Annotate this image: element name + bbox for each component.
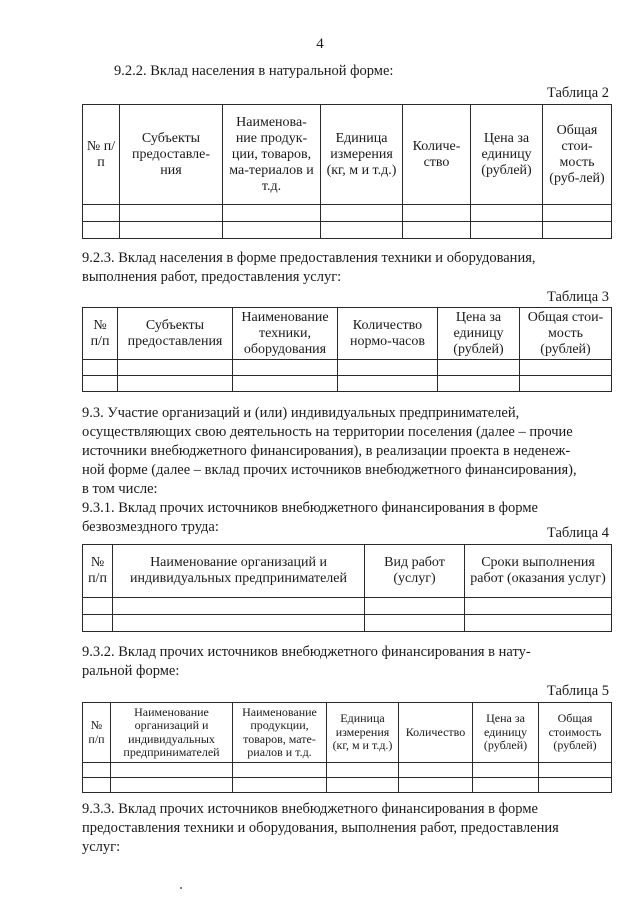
table-header-cell: Наименование организаций и индивидуальных предпринимателей — [111, 703, 233, 763]
section-9-3-2-line-2: ральной форме: — [82, 663, 180, 679]
table-header-cell: Наименова-ние продук-ции, товаров, ма-териалов и т.д. — [223, 105, 321, 205]
table-4-label: Таблица 4 — [546, 525, 609, 541]
table-header-cell: Наименование техники, оборудования — [233, 308, 338, 360]
section-9-3-3-line-3: услуг: — [82, 839, 121, 855]
table-header-cell: Сроки выполнения работ (оказания услуг) — [465, 545, 612, 598]
table-header-row — [83, 308, 612, 360]
table-header-row — [83, 105, 612, 205]
table-header-cell: Наименование организаций и индивидуальных предпринимателей — [113, 545, 365, 598]
section-9-2-3-line-2: выполнения работ, предоставления услуг: — [82, 269, 342, 285]
table-header-row — [83, 545, 612, 598]
table-header-cell: Цена за единицу (рублей) — [438, 308, 520, 360]
table-2 — [82, 104, 612, 239]
table-4 — [82, 544, 612, 632]
section-9-3-line-3: источники внебюджетного финансирования), в реализации проекта в неденеж- — [82, 443, 571, 459]
table-header-cell: № п/п — [83, 703, 111, 763]
table-header-cell: Общая стои-мость (руб-лей) — [543, 105, 612, 205]
table-2-label: Таблица 2 — [546, 85, 609, 101]
table-header-cell: Субъекты предоставления — [118, 308, 233, 360]
table-header-cell: Наименование продукции, товаров, мате-риалов и т.д. — [233, 703, 327, 763]
table-header-cell: Количество нормо-часов — [338, 308, 438, 360]
table-header-cell: Единица измерения (кг, м и т.д.) — [321, 105, 403, 205]
page-number: 4 — [316, 36, 324, 52]
table-row — [83, 598, 612, 615]
table-row — [83, 376, 612, 392]
table-row — [83, 205, 612, 222]
section-9-3-line-5: в том числе: — [82, 481, 158, 497]
table-3-label: Таблица 3 — [546, 289, 609, 305]
table-header-row — [83, 703, 612, 763]
section-9-2-2-heading: 9.2.2. Вклад населения в натуральной форме: — [114, 63, 394, 79]
section-9-2-3-line-1: 9.2.3. Вклад населения в форме предоставления техники и оборудования, — [82, 250, 536, 266]
table-row — [83, 222, 612, 239]
table-header-cell: № п/п — [83, 105, 120, 205]
table-header-cell: Количество — [399, 703, 473, 763]
section-9-3-3-line-1: 9.3.3. Вклад прочих источников внебюджетного финансирования в форме — [82, 801, 538, 817]
scan-speck — [180, 887, 182, 889]
section-9-3-3-line-2: предоставления техники и оборудования, выполнения работ, предоставления — [82, 820, 559, 836]
table-row — [83, 778, 612, 793]
section-9-3-line-2: осуществляющих свою деятельность на территории поселения (далее – прочие — [82, 424, 573, 440]
table-header-cell: Общая стоимость (рублей) — [539, 703, 612, 763]
section-9-3-line-4: ной форме (далее – вклад прочих источников внебюджетного финансирования), — [82, 462, 577, 478]
table-header-cell: Цена за единицу (рублей) — [471, 105, 543, 205]
section-9-3-1-line-2: безвозмездного труда: — [82, 519, 219, 535]
section-9-3-line-1: 9.3. Участие организаций и (или) индивидуальных предпринимателей, — [82, 405, 520, 421]
table-5-label: Таблица 5 — [546, 683, 609, 699]
table-3 — [82, 307, 612, 392]
table-header-cell: Субъекты предоставле-ния — [120, 105, 223, 205]
table-5 — [82, 702, 612, 793]
table-header-cell: Вид работ (услуг) — [365, 545, 465, 598]
table-header-cell: Общая стои-мость (рублей) — [520, 308, 612, 360]
table-header-cell: № п/п — [83, 545, 113, 598]
table-header-cell: Цена за единицу (рублей) — [473, 703, 539, 763]
table-header-cell: Единица измерения (кг, м и т.д.) — [327, 703, 399, 763]
table-row — [83, 615, 612, 632]
table-header-cell: Количе-ство — [403, 105, 471, 205]
section-9-3-2-line-1: 9.3.2. Вклад прочих источников внебюджетного финансирования в нату- — [82, 644, 531, 660]
table-header-cell: № п/п — [83, 308, 118, 360]
table-row — [83, 763, 612, 778]
table-row — [83, 360, 612, 376]
section-9-3-1-line-1: 9.3.1. Вклад прочих источников внебюджетного финансирования в форме — [82, 500, 538, 516]
